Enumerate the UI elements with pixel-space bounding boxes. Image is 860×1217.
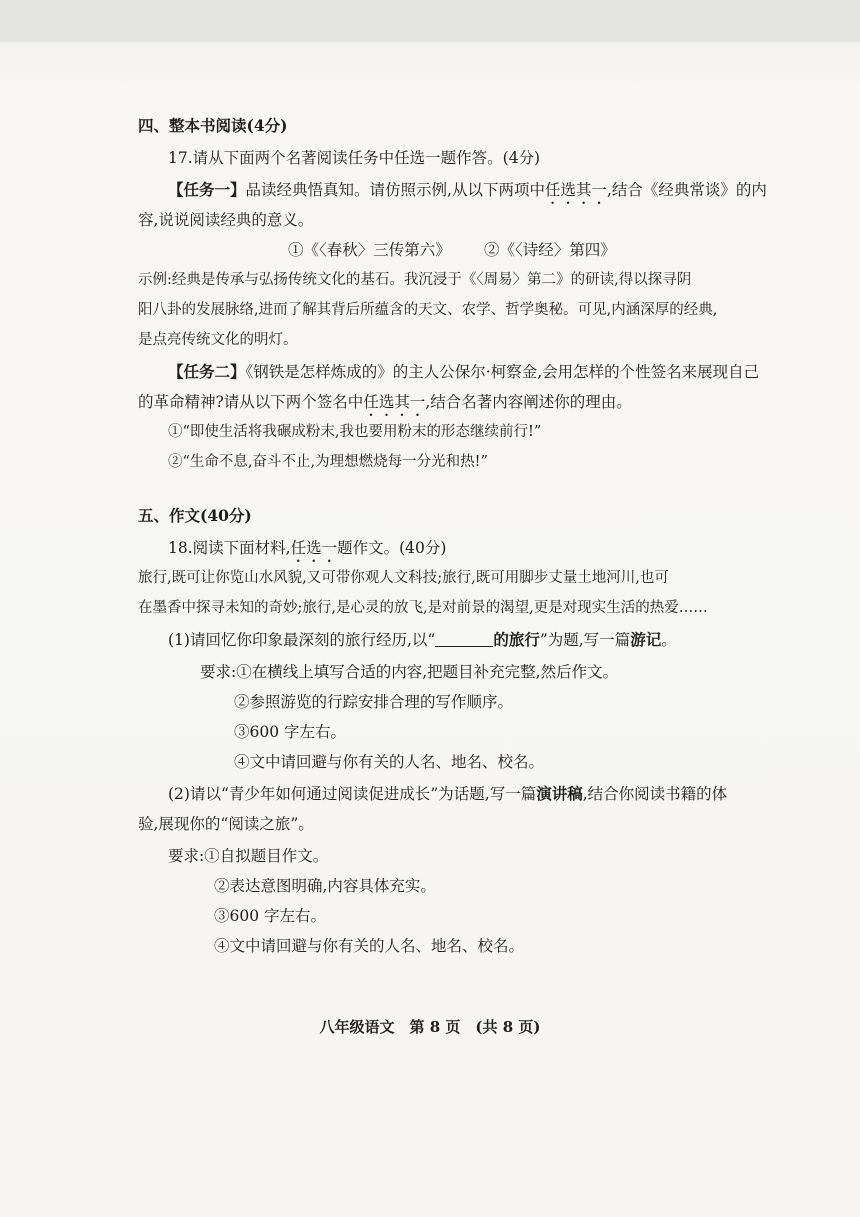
prompt1-req-3: ③600 字左右。 [234,723,347,741]
section5-heading: 五、作文(40分) [138,506,252,525]
task1-label: 【任务一】 [168,180,246,199]
example-line-3: 是点亮传统文化的明灯。 [138,332,298,348]
question-18 [168,538,446,566]
prompt1-req-2: ②参照游览的行踪安排合理的写作顺序。 [234,693,514,711]
prompt1-genre: 游记 [630,630,662,649]
task2-emphasis: 任选其一 [363,393,426,411]
q18-text-a: 18.阅读下面材料, [168,539,291,557]
prompt2-req-1 [168,846,328,866]
question-17: 17.请从下面两个名著阅读任务中任选一题作答。(4分) [168,149,541,167]
prompt1-req-label: 要求: [200,663,237,681]
prompt1-req-1-text: ①在横线上填写合适的内容,把题目补充完整,然后作文。 [236,663,619,681]
q18-emphasis: 任选一 [290,539,338,557]
task1-option-1: ①《〈春秋〉三传第六》 [288,241,451,259]
task1-line1 [168,180,767,208]
prompt2-text-a: (2)请以“青少年如何通过阅读促进成长”为话题,写一篇 [168,785,537,803]
example-line-2: 阳八卦的发展脉络,进而了解其背后所蕴含的天文、农学、哲学奥秘。可见,内涵深厚的经典, [138,302,718,318]
page-footer: 八年级语文 第 8 页 (共 8 页) [319,1018,541,1036]
signature-2: ②“生命不息,奋斗不止,为理想燃烧每一分光和热!” [168,454,488,470]
material-line-1: 旅行,既可让你览山水风貌,又可带你观人文科技;旅行,既可用脚步丈量土地河川,也可 [138,570,669,586]
prompt1-text-a: (1)请回忆你印象最深刻的旅行经历,以“ [168,631,436,649]
prompt1-req-4: ④文中请回避与你有关的人名、地名、校名。 [234,753,545,771]
prompt2-req-4: ④文中请回避与你有关的人名、地名、校名。 [214,937,525,955]
task2-text: 《钢铁是怎样炼成的》的主人公保尔·柯察金,会用怎样的个性签名来展现自己 [245,363,760,381]
example-line-1: 示例:经典是传承与弘扬传统文化的基石。我沉浸于《〈周易〉第二》的研读,得以探寻阴 [138,272,692,288]
prompt-2-line2: 验,展现你的“阅读之旅”。 [138,815,314,833]
prompt2-req-label: 要求: [168,847,205,865]
prompt2-genre: 演讲稿 [536,784,583,803]
title-blank [435,630,493,647]
section4-heading: 四、整本书阅读(4分) [138,116,288,135]
prompt2-req-2: ②表达意图明确,内容具体充实。 [214,877,436,895]
prompt1-text-e: 。 [661,631,677,649]
prompt2-req-1-text: ①自拟题目作文。 [204,847,329,865]
prompt2-req-3: ③600 字左右。 [214,907,327,925]
prompt2-text-c: ,结合你阅读书籍的体 [582,785,728,803]
signature-1: ①“即使生活将我碾成粉末,我也要用粉末的形态继续前行!” [168,424,542,440]
prompt1-title-suffix: 的旅行 [493,630,540,649]
task2-line1 [168,362,759,382]
scan-top-band [0,0,860,42]
task2-label: 【任务二】 [168,362,246,381]
task1-emphasis: 任选其一 [544,181,607,199]
prompt-2-line1 [168,784,727,804]
prompt1-req-1 [200,662,618,682]
prompt1-text-c: ”为题,写一篇 [539,631,631,649]
prompt-1 [168,630,677,650]
task1-line2: 容,说说阅读经典的意义。 [138,211,314,229]
material-line-2: 在墨香中探寻未知的奇妙;旅行,是心灵的放飞,是对前景的渴望,更是对现实生活的热爱…… [138,600,708,616]
task2-text-a: 的革命精神?请从以下两个签名中 [138,393,364,411]
task1-text-a: 品读经典悟真知。请仿照示例,从以下两项中 [245,181,545,199]
q18-text-b: 题作文。(40分) [337,539,447,557]
task1-text-b: ,结合《经典常谈》的内 [606,181,767,199]
task2-text-b: ,结合名著内容阐述你的理由。 [425,393,632,411]
task1-option-2: ②《〈诗经〉第四》 [484,241,616,259]
task2-line2 [138,392,632,420]
